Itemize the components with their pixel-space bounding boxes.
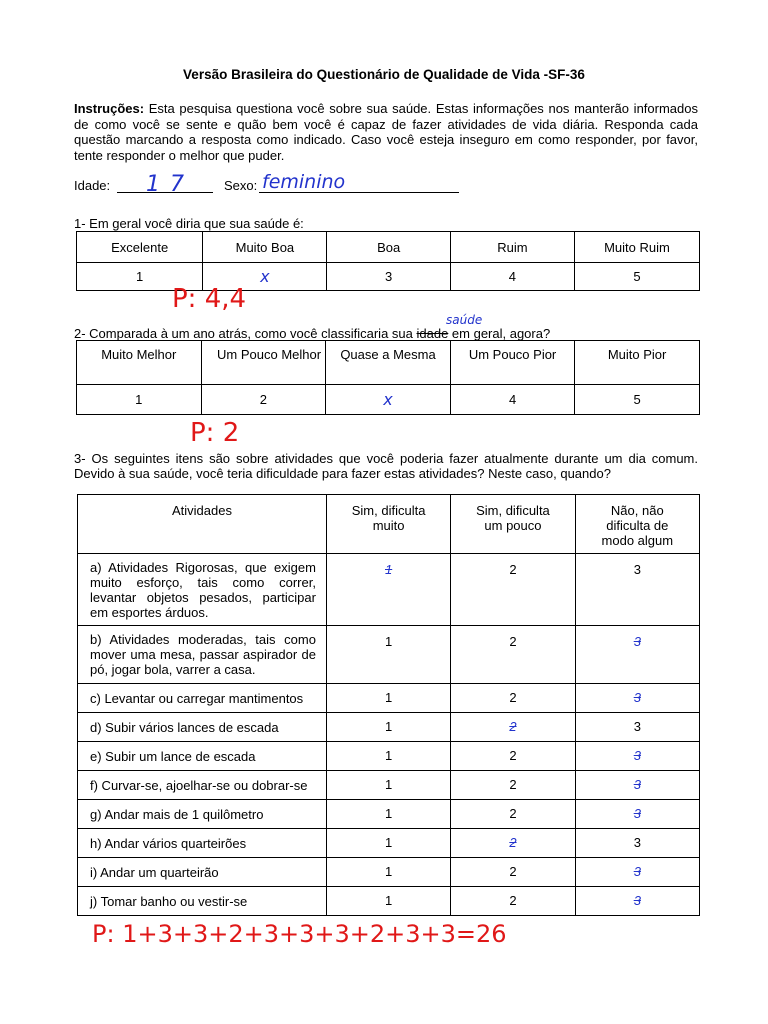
q3-option-cell[interactable] [575, 887, 699, 916]
q3-option-cell[interactable] [326, 829, 450, 858]
q3-activity-cell [78, 858, 327, 887]
q3-option-value: 2 [509, 777, 517, 792]
q1-option-cell[interactable] [327, 263, 450, 291]
q2-option-cell[interactable] [77, 385, 202, 415]
q3-option-cell[interactable] [326, 684, 450, 713]
q3-option-value: 1 [384, 777, 393, 792]
sexo-label: Sexo: [224, 178, 258, 193]
q3-activity-cell [78, 684, 327, 713]
q3-table-row [78, 713, 700, 742]
q1-header-cell [327, 232, 450, 263]
q1-option-value: 3 [385, 269, 393, 284]
q3-option-cell[interactable] [451, 742, 575, 771]
q3-question: 3- Os seguintes itens são sobre atividades que você poderia fazer atualmente durante um dia comum. Devido à sua saúde, você teria dificuldade para fazer estas atividades? Neste caso, quando? [74, 451, 698, 481]
q3-option-value: 3 [633, 562, 641, 577]
q2-option-cell[interactable] [450, 385, 574, 415]
q1-header-cell [77, 232, 203, 263]
q3-table-row [78, 554, 700, 626]
instructions-text: Esta pesquisa questiona você sobre sua saúde. Estas informações nos manterão informados de como você se sente e quão bem você é capaz de fazer atividades de vida diária. Responda cada questão marcando a resposta como indicado. Caso você esteja inseguro em como responder, por favor, tente responder o melhor que puder. [74, 101, 698, 163]
q2-header-cell [326, 341, 451, 385]
q2-header-cell [201, 341, 326, 385]
q1-option-value: 1 [136, 269, 144, 284]
q3-activity-label: g) Andar mais de 1 quilômetro [90, 806, 264, 822]
q3-option-cell[interactable] [575, 829, 699, 858]
q1-option-cell[interactable] [450, 263, 574, 291]
q3-option-value: 2 [509, 690, 517, 705]
q3-activity-label: b) Atividades moderadas, tais como mover uma mesa, passar aspirador de pó, jogar bola, varrer a casa. [90, 632, 316, 677]
q3-activity-label: f) Curvar-se, ajoelhar-se ou dobrar-se [90, 777, 308, 793]
q2-question-post: em geral, agora? [448, 326, 551, 341]
q3-option-value: 1 [384, 806, 393, 821]
q2-struck-word: idade [416, 326, 449, 341]
q3-option-value: 1 [384, 690, 393, 705]
q1-header-label: Excelente [111, 239, 169, 255]
q3-option-cell[interactable] [575, 626, 699, 684]
q3-option-cell[interactable] [451, 713, 575, 742]
sexo-handwritten-value: feminino [262, 171, 346, 193]
q2-header-label: Muito Pior [607, 347, 667, 362]
q3-header-label: Atividades [171, 503, 232, 518]
q3-option-cell[interactable] [451, 684, 575, 713]
q3-header-cell [575, 495, 699, 554]
q1-header-cell [203, 232, 327, 263]
q2-question [74, 313, 551, 341]
q1-question: 1- Em geral você diria que sua saúde é: [74, 216, 304, 231]
q3-option-value: 1 [384, 719, 393, 734]
q1-option-cell[interactable] [574, 263, 699, 291]
q3-table-row [78, 771, 700, 800]
q3-option-cell[interactable] [575, 742, 699, 771]
q3-option-value: 3 [633, 806, 641, 821]
q2-header-cell [575, 341, 700, 385]
q3-option-cell[interactable] [326, 887, 450, 916]
q3-option-value: 3 [633, 634, 641, 649]
q1-header-label: Muito Ruim [604, 239, 670, 255]
q1-header-label: Boa [377, 239, 401, 255]
q3-option-value: 2 [509, 562, 517, 577]
q2-option-cell[interactable] [326, 385, 451, 415]
q1-header-label: Muito Boa [235, 239, 295, 255]
q3-option-value: 2 [509, 864, 517, 879]
q3-option-cell[interactable] [451, 626, 575, 684]
q1-header-cell [450, 232, 574, 263]
instructions [74, 101, 698, 163]
q3-activity-label: h) Andar vários quarteirões [90, 835, 247, 851]
q3-activity-label: i) Andar um quarteirão [90, 864, 219, 880]
q3-option-value: 1 [384, 634, 393, 649]
q3-option-cell[interactable] [575, 684, 699, 713]
q3-option-value: 1 [384, 748, 393, 763]
q3-option-cell[interactable] [575, 858, 699, 887]
q3-header-label: Não, não dificulta de modo algum [601, 503, 674, 548]
q3-table [77, 494, 700, 916]
q3-option-cell[interactable] [326, 742, 450, 771]
q2-option-value: 5 [633, 392, 641, 407]
q3-option-value: 1 [384, 893, 393, 908]
q3-option-cell[interactable] [451, 829, 575, 858]
q3-option-value: 3 [633, 835, 641, 850]
q3-option-cell[interactable] [326, 771, 450, 800]
q3-option-cell[interactable] [326, 626, 450, 684]
q2-header-label: Um Pouco Pior [468, 347, 557, 362]
q3-activity-label: a) Atividades Rigorosas, que exigem muito esforço, tais como correr, levantar objetos pesados, participar em esportes árduos. [90, 560, 316, 620]
q3-activity-label: d) Subir vários lances de escada [90, 719, 279, 735]
q3-score-annotation: P: 1+3+3+2+3+3+3+2+3+3=26 [92, 920, 507, 948]
q3-option-cell[interactable] [326, 713, 450, 742]
q3-table-row [78, 858, 700, 887]
q2-option-value: 1 [135, 392, 143, 407]
q3-activity-cell [78, 771, 327, 800]
q1-table [76, 231, 700, 291]
q1-header-cell [574, 232, 699, 263]
q3-activity-cell [78, 713, 327, 742]
q1-answer-mark: x [260, 267, 270, 286]
q3-option-value: 2 [509, 893, 517, 908]
q3-header-cell [78, 495, 327, 554]
q3-option-value: 1 [384, 864, 393, 879]
q3-activity-cell [78, 626, 327, 684]
q3-header-label: Sim, dificulta muito [351, 503, 426, 533]
q3-activity-cell [78, 800, 327, 829]
q3-table-row [78, 742, 700, 771]
q1-header-label: Ruim [497, 239, 528, 255]
q3-option-value: 3 [633, 748, 641, 763]
q3-option-value: 1 [384, 835, 393, 850]
q3-option-cell[interactable] [326, 800, 450, 829]
q2-header-cell [450, 341, 574, 385]
q3-option-cell[interactable] [451, 771, 575, 800]
q3-activity-cell [78, 887, 327, 916]
q2-correction: saúde [446, 313, 483, 327]
q3-option-cell[interactable] [575, 800, 699, 829]
idade-handwritten-value: 17 [146, 172, 194, 197]
q3-activity-label: j) Tomar banho ou vestir-se [90, 893, 248, 909]
q1-score-annotation: P: 4,4 [172, 284, 247, 314]
q3-table-row [78, 684, 700, 713]
q3-option-value: 3 [633, 777, 641, 792]
q3-activity-cell [78, 742, 327, 771]
q2-header-label: Um Pouco Melhor [217, 347, 322, 362]
q3-table-row [78, 626, 700, 684]
q2-option-value: 4 [508, 392, 517, 407]
q3-table-row [78, 887, 700, 916]
q3-option-cell[interactable] [575, 554, 699, 626]
q3-option-cell[interactable] [326, 858, 450, 887]
q3-option-value: 3 [633, 864, 641, 879]
q3-option-cell[interactable] [451, 887, 575, 916]
q2-question-pre: 2- Comparada à um ano atrás, como você classificaria sua [74, 326, 417, 341]
q3-option-value: 2 [509, 835, 517, 850]
q3-table-row [78, 800, 700, 829]
idade-label: Idade: [74, 178, 111, 193]
q3-option-cell[interactable] [451, 800, 575, 829]
q3-option-value: 1 [384, 562, 393, 577]
q3-option-value: 3 [633, 893, 641, 908]
q2-score-annotation: P: 2 [190, 418, 240, 448]
q1-option-value: 4 [508, 269, 516, 284]
q3-option-cell[interactable] [451, 858, 575, 887]
q3-option-value: 2 [509, 748, 517, 763]
q3-option-cell[interactable] [575, 771, 699, 800]
q3-option-value: 2 [509, 719, 517, 734]
q2-option-cell[interactable] [201, 385, 326, 415]
page-title: Versão Brasileira do Questionário de Qualidade de Vida -SF-36 [183, 67, 585, 82]
q1-option-value: 5 [633, 269, 641, 284]
q3-option-value: 2 [509, 806, 517, 821]
identification-row [74, 171, 694, 202]
q3-option-cell[interactable] [575, 713, 699, 742]
q2-table [76, 340, 700, 415]
q3-option-value: 3 [633, 690, 641, 705]
q3-table-row [78, 829, 700, 858]
q3-activity-cell [78, 554, 327, 626]
q3-option-value: 2 [509, 634, 517, 649]
q2-option-value: 2 [259, 392, 267, 407]
q3-option-cell[interactable] [451, 554, 575, 626]
q3-header-cell [451, 495, 575, 554]
q3-activity-cell [78, 829, 327, 858]
q2-answer-mark: x [383, 390, 393, 409]
q2-option-cell[interactable] [575, 385, 700, 415]
q3-option-cell[interactable] [326, 554, 450, 626]
instructions-label: Instruções: [74, 101, 145, 116]
q3-header-cell [326, 495, 450, 554]
q2-header-label: Muito Melhor [101, 347, 177, 362]
q2-header-label: Quase a Mesma [340, 347, 436, 362]
q3-activity-label: e) Subir um lance de escada [90, 748, 256, 764]
q3-header-label: Sim, dificulta um pouco [476, 503, 550, 533]
q2-header-cell [77, 341, 202, 385]
q3-activity-label: c) Levantar ou carregar mantimentos [90, 690, 304, 706]
q3-option-value: 3 [633, 719, 641, 734]
